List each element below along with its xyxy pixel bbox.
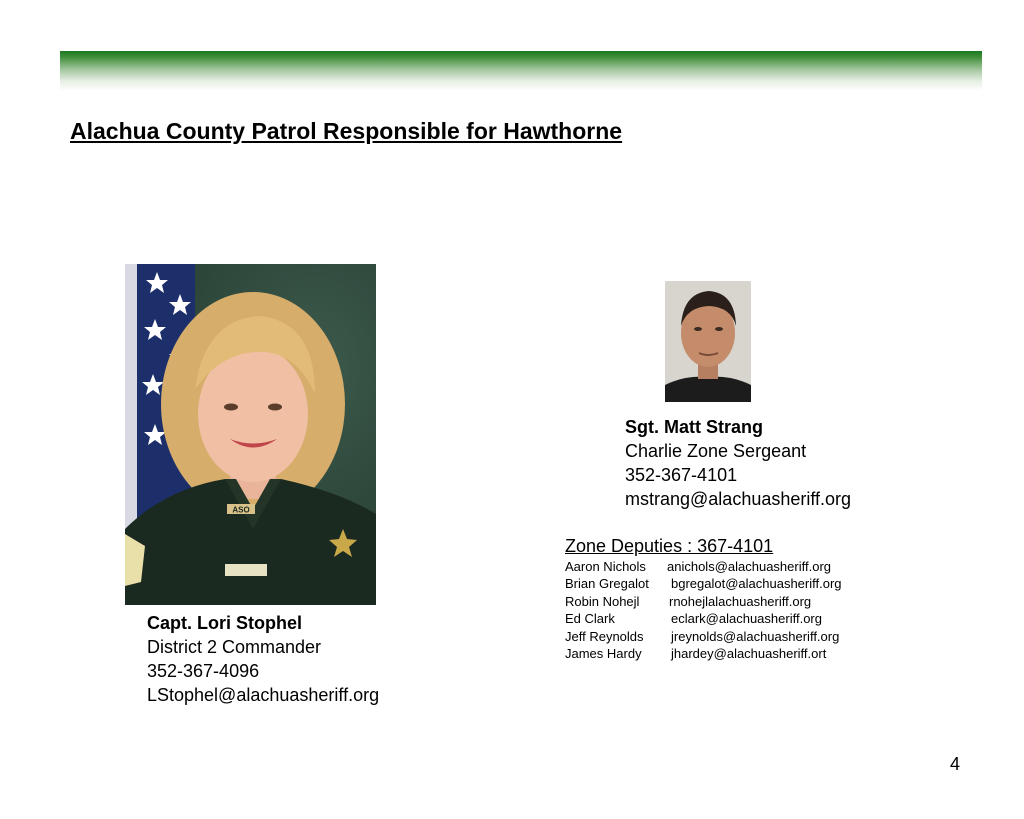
deputy-name: Brian Gregalot (565, 576, 649, 592)
zone-deputies-heading: Zone Deputies : 367-4101 (565, 536, 774, 556)
deputy-email: bgregalot@alachuasheriff.org (671, 576, 842, 592)
deputy-email: anichols@alachuasheriff.org (667, 559, 831, 574)
deputy-email: rnohejlalachuasheriff.org (669, 593, 812, 609)
captain-email: LStophel@alachuasheriff.org (147, 685, 380, 705)
captain-photo (125, 264, 376, 605)
sergeant-photo (665, 281, 751, 402)
page-number: 4 (950, 754, 961, 774)
deputy-name: James Hardy (565, 645, 642, 661)
captain-phone: 352-367-4096 (147, 661, 260, 681)
sergeant-role: Charlie Zone Sergeant (625, 441, 807, 461)
sergeant-email: mstrang@alachuasheriff.org (625, 489, 852, 509)
deputy-name: Aaron Nichols (565, 559, 646, 574)
sergeant-portrait-illustration (665, 281, 751, 402)
header-gradient-bar (60, 51, 982, 91)
captain-portrait-illustration (125, 264, 376, 605)
sergeant-name: Sgt. Matt Strang (625, 417, 763, 437)
captain-contact (147, 611, 379, 707)
captain-name: Capt. Lori Stophel (147, 613, 302, 633)
deputy-name: Robin Nohejl (565, 593, 640, 609)
captain-role: District 2 Commander (147, 637, 322, 657)
deputy-name: Jeff Reynolds (565, 628, 644, 644)
sergeant-phone: 352-367-4101 (625, 465, 738, 485)
slide-title: Alachua County Patrol Responsible for Hawthorne (70, 118, 623, 144)
deputy-email: jreynolds@alachuasheriff.org (671, 628, 840, 644)
deputy-email: jhardey@alachuasheriff.ort (671, 645, 827, 661)
deputy-name: Ed Clark (565, 611, 615, 627)
deputy-email: eclark@alachuasheriff.org (671, 611, 822, 627)
collar-badge-text: ASO (232, 505, 250, 515)
sergeant-contact (625, 415, 851, 511)
